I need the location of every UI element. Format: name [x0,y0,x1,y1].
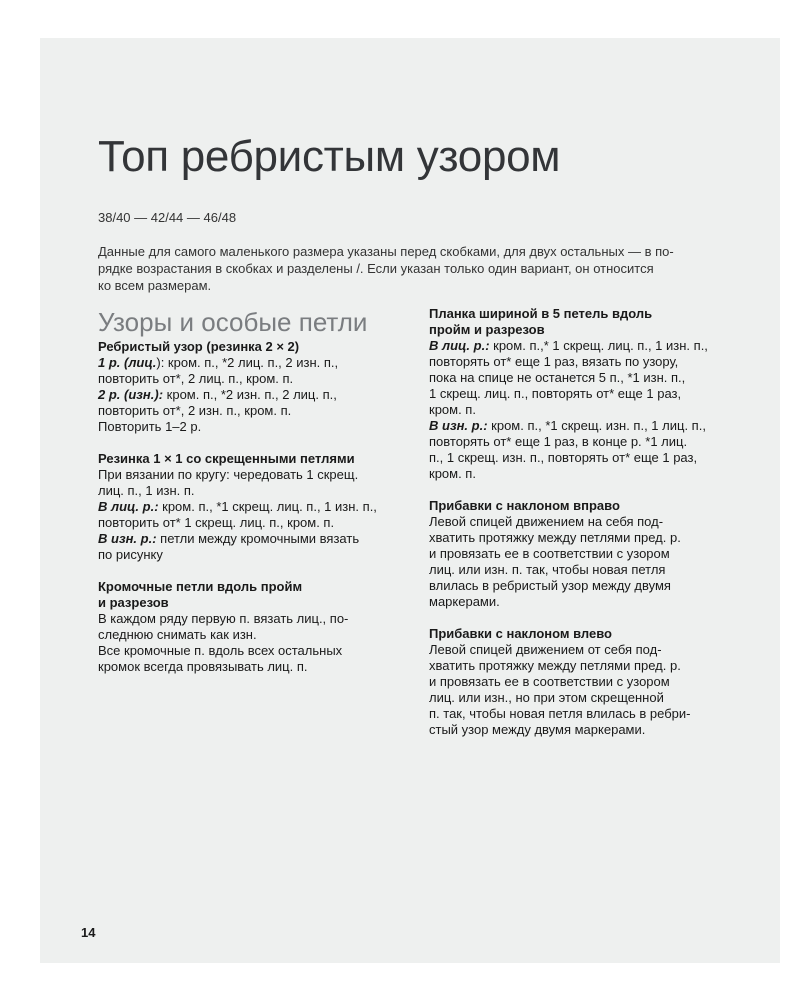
instruction-line [98,547,398,563]
instruction-line [98,627,398,643]
instruction-line [429,354,729,370]
instruction-section [429,306,729,482]
instruction-line [98,659,398,675]
instruction-line [429,594,729,610]
row-text: по рисунку [98,547,163,562]
row-text: Повторить 1–2 р. [98,419,202,434]
instruction-line [429,514,729,530]
instruction-line [98,499,398,515]
instruction-line [429,722,729,738]
page [40,38,780,963]
instruction-line [98,515,398,531]
instruction-line [98,611,398,627]
row-text: п., 1 скрещ. изн. п., повторять от* еще 1 раз, [429,450,698,465]
row-text: повторять от* еще 1 раз, вязать по узору, [429,354,679,369]
instruction-section [98,579,398,675]
right-column [429,306,729,754]
row-text: Все кромочные п. вдоль всех остальных [98,643,343,658]
instruction-line [429,706,729,722]
row-label: В лиц. р.: [429,338,490,353]
row-text: повторить от*, 2 лиц. п., кром. п. [98,371,294,386]
instruction-line [429,578,729,594]
row-text: петли между кромочными вязать [156,531,360,546]
instruction-line [429,402,729,418]
instruction-line [429,546,729,562]
row-text: п. так, чтобы новая петля влилась в ребри- [429,706,691,721]
instruction-line [98,467,398,483]
instruction-line [429,386,729,402]
row-text: кром. п. [429,402,476,417]
row-text: кром. п.,* 1 скрещ. лиц. п., 1 изн. п., [489,338,708,353]
intro-line: рядке возрастания в скобках и разделены /. Если указан только один вариант, он относится [98,261,654,276]
instruction-line [98,419,398,435]
instruction-line [429,642,729,658]
row-text: лиц. или изн. п. так, чтобы новая петля [429,562,666,577]
instruction-line [429,434,729,450]
row-text: кром. п., *1 скрещ. лиц. п., 1 изн. п., [158,499,377,514]
instruction-section [429,626,729,738]
row-label: 1 р. (лиц. [98,355,157,370]
instruction-line [429,658,729,674]
section-title: Кромочные петли вдоль пройм [98,579,303,594]
row-text: маркерами. [429,594,500,609]
row-text: хватить протяжку между петлями пред. р. [429,530,681,545]
size-range: 38/40 — 42/44 — 46/48 [98,210,237,225]
instruction-section [98,339,398,435]
instruction-line [429,450,729,466]
section-title: Планка шириной в 5 петель вдоль [429,306,653,321]
row-text: следнюю снимать как изн. [98,627,257,642]
row-text: и провязать ее в соответствии с узором [429,674,670,689]
instruction-line [98,403,398,419]
row-label: В изн. р.: [429,418,488,433]
section-title: Прибавки с наклоном вправо [429,498,620,513]
row-text: ): кром. п., *2 лиц. п., 2 изн. п., [156,355,339,370]
instruction-line [429,418,729,434]
row-text: лиц. или изн., но при этом скрещенной [429,690,664,705]
row-text: При вязании по кругу: чередовать 1 скрещ. [98,467,359,482]
section-title: Прибавки с наклоном влево [429,626,613,641]
left-column [98,306,398,691]
row-text: повторять от* еще 1 раз, в конце р. *1 лиц. [429,434,688,449]
instruction-line [98,643,398,659]
row-text: кром. п. [429,466,476,481]
row-text: хватить протяжку между петлями пред. р. [429,658,681,673]
row-text: и провязать ее в соответствии с узором [429,546,670,561]
instruction-line [429,530,729,546]
section-title: Ребристый узор (резинка 2 × 2) [98,339,300,354]
row-text: В каждом ряду первую п. вязать лиц., по- [98,611,349,626]
instruction-line [429,338,729,354]
section-title: Резинка 1 × 1 со скрещенными петлями [98,451,355,466]
row-label: В лиц. р.: [98,499,159,514]
intro-line: Данные для самого маленького размера указаны перед скобками, для двух остальных — в по- [98,244,674,259]
instruction-line [98,387,398,403]
row-text: пока на спице не останется 5 п., *1 изн. п., [429,370,686,385]
row-text: стый узор между двумя маркерами. [429,722,646,737]
instruction-line [429,690,729,706]
instruction-line [429,674,729,690]
row-text: кром. п., *2 изн. п., 2 лиц. п., [163,387,337,402]
row-text: 1 скрещ. лиц. п., повторять от* еще 1 раз, [429,386,682,401]
section-title: и разрезов [98,595,169,610]
instruction-line [98,483,398,499]
row-text: кромок всегда провязывать лиц. п. [98,659,308,674]
instruction-line [98,371,398,387]
instruction-section [98,451,398,563]
row-label: В изн. р.: [98,531,157,546]
page-number: 14 [81,925,96,940]
intro-line: ко всем размерам. [98,278,212,293]
section-title: пройм и разрезов [429,322,545,337]
row-text: повторить от*, 2 изн. п., кром. п. [98,403,292,418]
instruction-line [429,466,729,482]
row-label: 2 р. (изн.): [98,387,164,402]
instruction-line [429,562,729,578]
instruction-line [98,531,398,547]
row-text: лиц. п., 1 изн. п. [98,483,195,498]
section-heading: Узоры и особые петли [98,307,368,337]
row-text: кром. п., *1 скрещ. изн. п., 1 лиц. п., [487,418,706,433]
row-text: повторить от* 1 скрещ. лиц. п., кром. п. [98,515,335,530]
row-text: Левой спицей движением от себя под- [429,642,662,657]
instruction-line [429,370,729,386]
row-text: Левой спицей движением на себя под- [429,514,664,529]
intro-text [98,243,738,294]
instruction-line [98,355,398,371]
row-text: влилась в ребристый узор между двумя [429,578,671,593]
instruction-section [429,498,729,610]
page-title: Топ ребристым узором [98,132,561,181]
